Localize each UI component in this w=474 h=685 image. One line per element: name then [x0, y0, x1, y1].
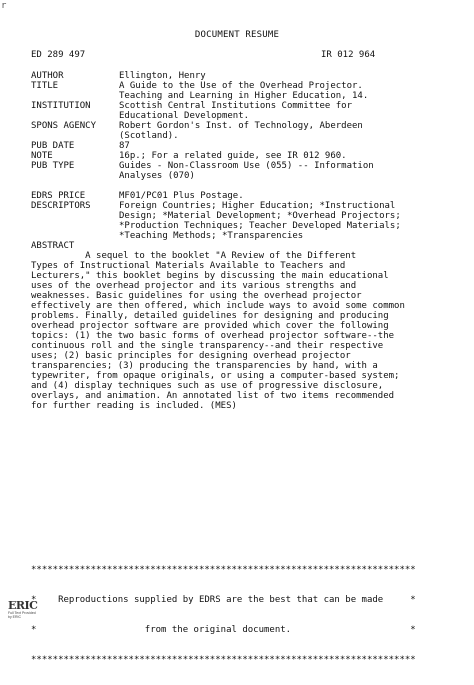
field-value: Teaching and Learning in Higher Education, 14. — [119, 91, 369, 101]
field-value: Design; *Material Development; *Overhead Projectors; — [119, 211, 401, 221]
field-row — [31, 141, 451, 151]
ir-number: IR 012 964 — [321, 50, 376, 60]
field-value: Guides - Non-Classroom Use (055) -- Information — [119, 161, 374, 171]
abstract-label: ABSTRACT — [31, 241, 75, 251]
eric-logo — [8, 601, 38, 627]
abstract-line: Types of Instructional Materials Available to Teachers and — [31, 261, 346, 271]
notice-line-1: * Reproductions supplied by EDRS are the best that can be made * — [31, 595, 416, 605]
field-label: NOTE — [31, 151, 53, 161]
field-label: PUB TYPE — [31, 161, 75, 171]
field-row — [31, 121, 451, 131]
abstract-line: Lecturers," this booklet begins by discussing the main educational — [31, 271, 389, 281]
abstract-line: overhead projector software are provided which cover the following — [31, 321, 389, 331]
abstract-line: problems. Finally, detailed guidelines for designing and producing — [31, 311, 389, 321]
field-value: 16p.; For a related guide, see IR 012 960. — [119, 151, 347, 161]
field-value: Ellington, Henry — [119, 71, 206, 81]
abstract-line: topics: (1) the two basic forms of overhead projector software--the — [31, 331, 395, 341]
field-row — [31, 111, 451, 121]
abstract-line: and (4) display techniques such as use of progressive disclosure, — [31, 381, 384, 391]
field-row — [31, 71, 451, 81]
document-title: DOCUMENT RESUME — [194, 30, 280, 40]
field-row — [31, 101, 451, 111]
star-border-top: *********************************************************************** — [31, 565, 416, 575]
field-label: DESCRIPTORS — [31, 201, 91, 211]
field-label — [31, 211, 119, 221]
abstract-line: overlays, and animation. An annotated list of two items recommended — [31, 391, 395, 401]
field-value: 87 — [119, 141, 130, 151]
field-label — [31, 221, 119, 231]
field-label: INSTITUTION — [31, 101, 91, 111]
field-label — [31, 111, 119, 121]
field-value: Analyses (070) — [119, 171, 195, 181]
abstract-line: weaknesses. Basic guidelines for using the overhead projector — [31, 291, 362, 301]
field-value: *Production Techniques; Teacher Developed Materials; — [119, 221, 401, 231]
abstract-line: typewriter, from opaque originals, or using a computer-based system; — [31, 371, 400, 381]
field-label: TITLE — [31, 81, 59, 91]
field-label: EDRS PRICE — [31, 191, 86, 201]
field-row — [31, 211, 451, 221]
abstract-line: uses of the overhead projector and its various strengths and — [31, 281, 357, 291]
field-row — [31, 91, 451, 101]
field-value: *Teaching Methods; *Transparencies — [119, 231, 304, 241]
abstract-line: for further reading is included. (MES) — [31, 401, 237, 411]
abstract-line: uses; (2) basic principles for designing overhead projector — [31, 351, 351, 361]
field-row — [31, 81, 451, 91]
field-value: Educational Development. — [119, 111, 250, 121]
abstract-line: transparencies; (3) producing the transparencies by hand, with a — [31, 361, 378, 371]
field-value: (Scotland). — [119, 131, 179, 141]
metadata-fields — [31, 71, 451, 241]
field-row — [31, 231, 451, 241]
eric-logo-text: ERIC — [8, 599, 38, 612]
field-value: Scottish Central Institutions Committee for — [119, 101, 352, 111]
field-label — [31, 91, 119, 101]
field-label — [31, 171, 119, 181]
abstract-line: continuous roll and the single transparency--and their respective — [31, 341, 384, 351]
field-label — [31, 231, 119, 241]
field-value: MF01/PC01 Plus Postage. — [119, 191, 244, 201]
field-row — [31, 161, 451, 171]
field-value: Robert Gordon's Inst. of Technology, Aberdeen — [119, 121, 363, 131]
abstract-line: A sequel to the booklet "A Review of the Different — [31, 251, 357, 261]
star-border-bottom: *********************************************************************** — [31, 655, 416, 665]
reproduction-notice — [31, 545, 451, 685]
notice-line-2: * from the original document. * — [31, 625, 416, 635]
field-row — [31, 191, 451, 201]
field-label: AUTHOR — [31, 71, 64, 81]
field-label: SPONS AGENCY — [31, 121, 97, 131]
field-row — [31, 171, 451, 181]
field-value: Foreign Countries; Higher Education; *Instructional — [119, 201, 396, 211]
field-label: PUB DATE — [31, 141, 75, 151]
field-row — [31, 151, 451, 161]
field-row — [31, 201, 451, 211]
field-label — [31, 131, 119, 141]
field-row — [31, 221, 451, 231]
field-gap — [31, 181, 451, 191]
abstract-text — [31, 251, 451, 411]
field-row — [31, 131, 451, 141]
ed-number: ED 289 497 — [31, 50, 86, 60]
eric-logo-subtext: Full Text Provided by ERIC — [8, 611, 36, 619]
abstract-line: effectively are then offered, which include ways to avoid some common — [31, 301, 405, 311]
field-value: A Guide to the Use of the Overhead Projector. — [119, 81, 363, 91]
corner-mark: r — [1, 1, 7, 11]
